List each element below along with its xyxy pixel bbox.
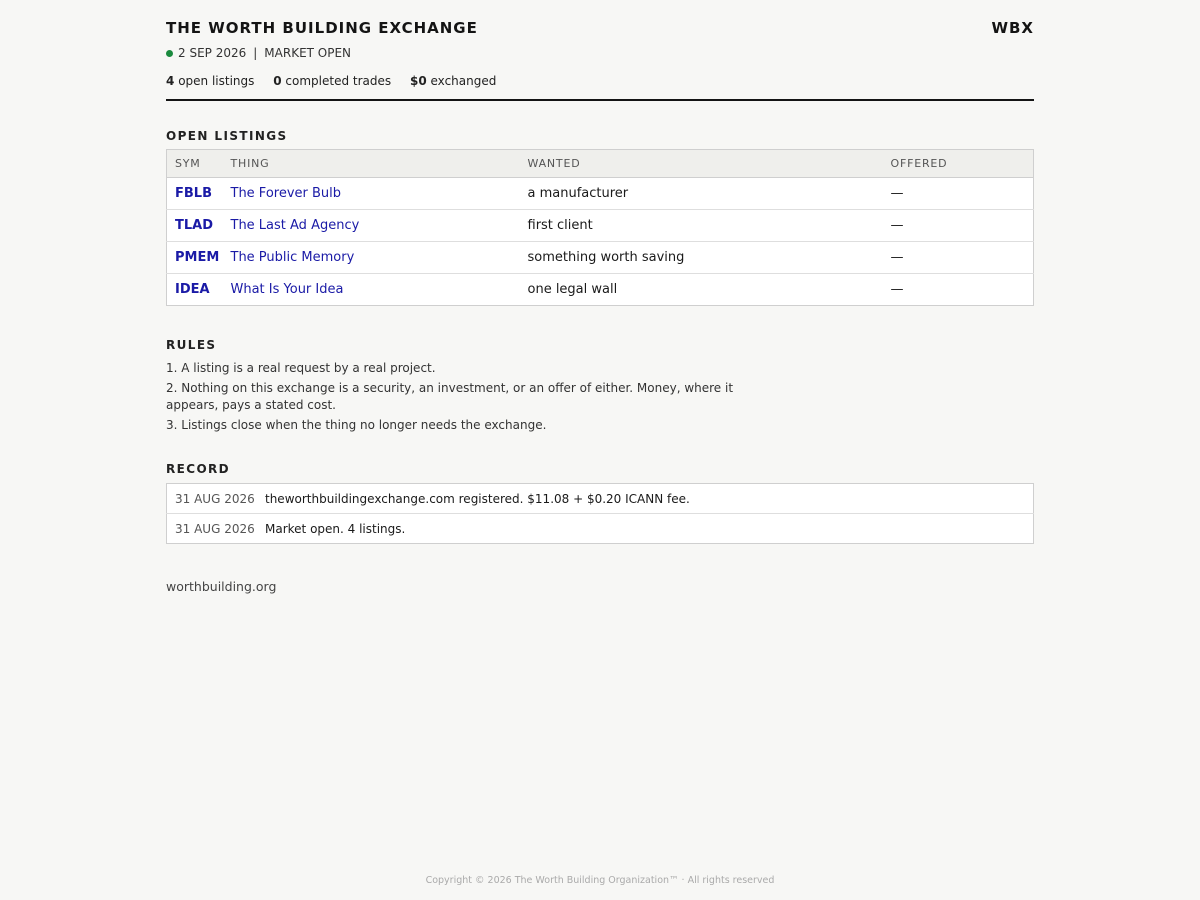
listing-sym-link[interactable]: IDEA [175,282,210,297]
listings-table [166,149,1034,306]
record-row [167,514,1034,544]
stat-open-listings-label: open listings [178,74,255,88]
listing-offered: — [883,210,1034,242]
listing-sym-link[interactable]: PMEM [175,250,220,265]
record-text: theworthbuildingexchange.com registered. $11.08 + $0.20 ICANN fee. [265,484,1034,514]
header-bar [166,19,1034,37]
column-header-offered: OFFERED [883,150,1034,178]
record-heading: RECORD [166,462,231,476]
listing-wanted: something worth saving [520,242,883,274]
market-status-line [166,46,1034,60]
open-listings-heading: OPEN LISTINGS [166,129,288,143]
listing-thing-link[interactable]: The Last Ad Agency [230,218,360,233]
record-row [167,484,1034,514]
rule-item: 2. Nothing on this exchange is a security, an investment, or an offer of either. Money, where it appears, pays a stated cost. [166,381,734,412]
listing-thing-link[interactable]: What Is Your Idea [230,282,344,297]
market-stats [166,74,1034,101]
listing-offered: — [883,242,1034,274]
listing-wanted: first client [520,210,883,242]
listings-header-row [167,150,1034,178]
stat-exchanged-value: $0 [409,74,427,88]
page-container [166,0,1034,595]
listing-sym-link[interactable]: FBLB [175,186,212,201]
copyright-notice: Copyright © 2026 The Worth Building Organization™ · All rights reserved [425,875,775,886]
rules-heading: RULES [166,338,217,352]
rule-item: 1. A listing is a real request by a real project. [166,361,436,375]
market-open-indicator-icon [166,50,173,57]
status-separator: | [253,46,258,60]
listing-wanted: one legal wall [527,282,618,297]
column-header-thing: THING [223,150,520,178]
record-date: 31 AUG 2026 [167,484,266,514]
listing-sym-link[interactable]: TLAD [175,218,214,233]
rules-list [166,360,776,434]
column-header-wanted: WANTED [520,150,883,178]
stat-exchanged-label: exchanged [430,74,497,88]
listing-offered: — [890,282,904,297]
stat-completed-trades-value: 0 [273,74,282,88]
footer-site-link[interactable]: worthbuilding.org [166,579,277,594]
listing-thing-link[interactable]: The Public Memory [230,250,355,265]
record-text: Market open. 4 listings. [265,521,406,536]
listing-thing-link[interactable]: The Forever Bulb [230,186,342,201]
record-date: 31 AUG 2026 [175,521,255,536]
stat-completed-trades [273,74,391,88]
column-header-sym: SYM [167,150,223,178]
exchange-ticker: WBX [991,19,1034,37]
table-row [167,210,1034,242]
listing-wanted: a manufacturer [520,178,883,210]
listing-offered: — [883,178,1034,210]
stat-open-listings-value: 4 [166,74,175,88]
stat-exchanged [410,74,496,88]
table-row [167,242,1034,274]
stat-open-listings [166,74,254,88]
stat-completed-trades-label: completed trades [285,74,392,88]
table-row [167,274,1034,306]
table-row [167,178,1034,210]
site-title: THE WORTH BUILDING EXCHANGE [166,19,478,37]
rule-item: 3. Listings close when the thing no longer needs the exchange. [166,418,547,432]
market-date: 2 SEP 2026 [178,46,247,60]
market-status: MARKET OPEN [264,46,352,60]
record-table [166,483,1034,544]
